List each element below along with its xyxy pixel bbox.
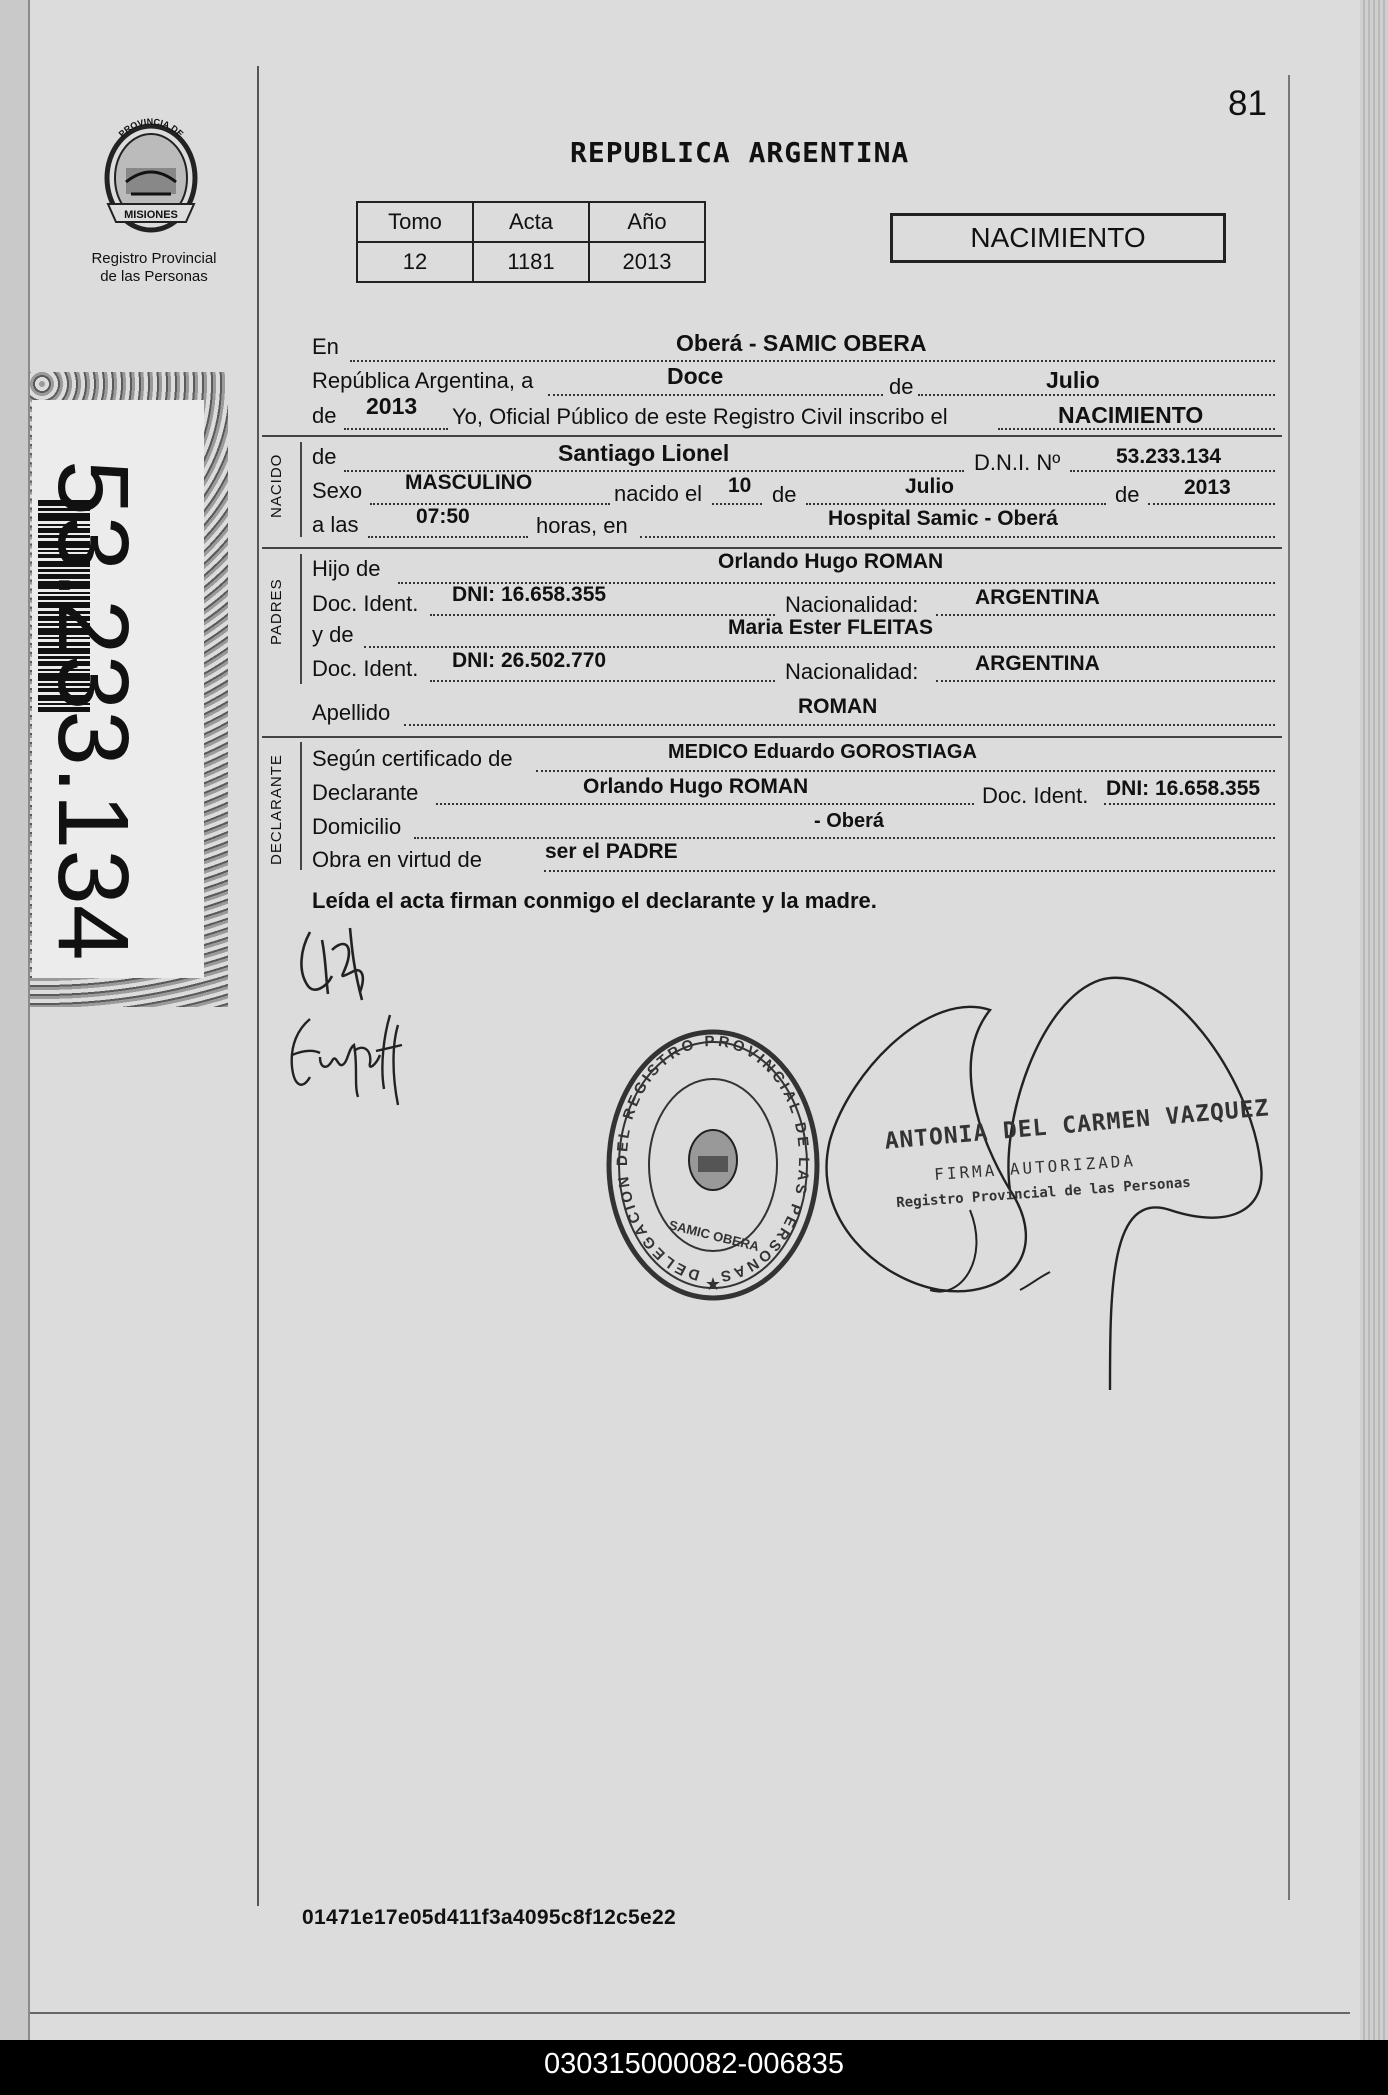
registry-table <box>356 201 706 283</box>
value-birth-day: 10 <box>728 474 752 497</box>
registry-label-line2: de las Personas <box>100 268 208 285</box>
line-month <box>918 394 1275 396</box>
stamp-firma-autorizada: FIRMA AUTORIZADA <box>933 1150 1137 1185</box>
acta-value: 1181 <box>473 242 589 282</box>
value-obra: ser el PADRE <box>545 840 678 863</box>
line-day <box>548 394 883 396</box>
stamp-registry: Registro Provincial de las Personas <box>895 1174 1192 1212</box>
line-father-nat <box>936 614 1275 616</box>
value-birth-month: Julio <box>905 475 955 498</box>
line-birth-year <box>1148 503 1275 505</box>
bottom-rule <box>30 2012 1350 2014</box>
delegacion-round-seal <box>606 1028 820 1302</box>
authorized-signature-stamp <box>876 1095 1271 1212</box>
svg-text:DELEGACION DEL REGISTRO PROVIN: DELEGACION DEL REGISTRO PROVINCIAL DE LAS PERSONAS <box>614 1032 813 1286</box>
divider-nacido-top <box>262 435 1282 437</box>
line-father-doc <box>430 614 775 616</box>
line-time <box>368 536 528 538</box>
value-birth-place: Hospital Samic - Oberá <box>828 507 1058 530</box>
value-apellido: ROMAN <box>798 695 878 718</box>
line-mother <box>364 646 1275 648</box>
label-republica: República Argentina, a <box>312 368 534 393</box>
label-hijo-de: Hijo de <box>312 556 381 581</box>
label-de-month: de <box>889 374 914 399</box>
header-tomo: Tomo <box>357 202 473 242</box>
label-obra: Obra en virtud de <box>312 847 482 872</box>
value-en: Oberá - SAMIC OBERA <box>676 330 927 356</box>
section-label-padres: PADRES <box>268 578 285 645</box>
label-mother-nat: Nacionalidad: <box>785 659 919 684</box>
section-bar-padres <box>300 554 302 684</box>
line-birth-month <box>806 503 1106 505</box>
section-label-nacido: NACIDO <box>268 453 285 518</box>
label-de-name: de <box>312 444 337 469</box>
margin-rule <box>257 66 259 1906</box>
line-domicilio <box>414 837 1275 839</box>
document-hash: 01471e17e05d411f3a4095c8f12c5e22 <box>302 1906 676 1929</box>
line-obra <box>544 870 1275 872</box>
scan-id: 030315000082-006835 <box>544 2048 844 2080</box>
value-mother-name: Maria Ester FLEITAS <box>728 616 933 639</box>
document-title: REPUBLICA ARGENTINA <box>570 136 910 169</box>
line-certificado <box>536 770 1275 772</box>
value-year: 2013 <box>366 393 418 419</box>
value-father-name: Orlando Hugo ROMAN <box>718 550 944 573</box>
line-declarante <box>436 803 974 805</box>
section-label-declarante: DECLARANTE <box>268 754 285 865</box>
divider-padres-top <box>262 547 1282 549</box>
label-father-doc: Doc. Ident. <box>312 591 419 616</box>
value-child-name: Santiago Lionel <box>558 440 730 466</box>
misiones-coat-of-arms-logo <box>96 112 206 244</box>
label-de-year: de <box>312 403 337 428</box>
value-certificado: MEDICO Eduardo GOROSTIAGA <box>668 741 977 763</box>
value-mother-doc: DNI: 26.502.770 <box>452 649 607 672</box>
label-sexo: Sexo <box>312 478 363 503</box>
page-stack-edge <box>1360 0 1388 2040</box>
label-en: En <box>312 334 339 359</box>
label-certificado: Según certificado de <box>312 746 513 771</box>
svg-text:MISIONES: MISIONES <box>124 209 178 221</box>
value-father-doc: DNI: 16.658.355 <box>452 583 607 606</box>
value-birth-year: 2013 <box>1184 476 1231 499</box>
value-domicilio: - Oberá <box>814 810 885 832</box>
label-domicilio: Domicilio <box>312 814 402 839</box>
label-dni: D.N.I. Nº <box>974 450 1061 475</box>
label-de-birth-month: de <box>772 482 797 507</box>
document-type-box: NACIMIENTO <box>890 213 1226 263</box>
line-year <box>344 428 448 430</box>
line-declarante-doc <box>1104 803 1275 805</box>
label-nacido-el: nacido el <box>614 481 703 506</box>
value-month: Julio <box>1046 367 1100 393</box>
registry-label <box>64 250 244 286</box>
svg-text:PROVINCIA DE: PROVINCIA DE <box>116 116 186 140</box>
stamp-officer-name: ANTONIA DEL CARMEN VAZQUEZ <box>883 1095 1271 1155</box>
line-birth-day <box>712 503 762 505</box>
line-mother-doc <box>430 680 775 682</box>
section-bar-nacido <box>300 442 302 537</box>
declarant-signature <box>280 1005 420 1110</box>
header-anio: Año <box>589 202 705 242</box>
value-day: Doce <box>667 363 724 389</box>
line-birth-place <box>640 536 1275 538</box>
header-acta: Acta <box>473 202 589 242</box>
tomo-value: 12 <box>357 242 473 282</box>
label-apellido: Apellido <box>312 700 391 725</box>
value-child-dni: 53.233.134 <box>1116 445 1222 468</box>
label-father-nat: Nacionalidad: <box>785 592 919 617</box>
page-left-edge <box>0 0 30 2040</box>
right-margin-rule <box>1288 75 1290 1900</box>
value-declarante-doc: DNI: 16.658.355 <box>1106 777 1261 800</box>
svg-text:SAMIC OBERA: SAMIC OBERA <box>667 1217 761 1255</box>
official-signature <box>292 910 392 1010</box>
label-declarante-doc: Doc. Ident. <box>982 783 1089 808</box>
label-horas-en: horas, en <box>536 513 628 538</box>
value-declarante: Orlando Hugo ROMAN <box>583 775 809 798</box>
svg-text:★: ★ <box>704 1274 722 1294</box>
value-sexo: MASCULINO <box>405 471 533 494</box>
value-birth-time: 07:50 <box>416 505 470 528</box>
label-y-de: y de <box>312 622 354 647</box>
line-en <box>350 360 1275 362</box>
anio-value: 2013 <box>589 242 705 282</box>
page-number: 81 <box>1228 84 1267 123</box>
line-sexo <box>370 503 610 505</box>
closing-statement: Leída el acta firman conmigo el declarante y la madre. <box>312 888 877 913</box>
label-a-las: a las <box>312 512 359 537</box>
line-dni <box>1070 470 1275 472</box>
label-declarante: Declarante <box>312 780 419 805</box>
oficial-text: Yo, Oficial Público de este Registro Civil inscribo el <box>452 404 948 429</box>
side-id-number: 53.233.134 <box>37 460 149 961</box>
label-mother-doc: Doc. Ident. <box>312 656 419 681</box>
label-de-birth-year: de <box>1115 482 1140 507</box>
divider-declarante-top <box>262 736 1282 738</box>
line-apellido <box>404 724 1275 726</box>
value-inscribo: NACIMIENTO <box>1058 402 1204 428</box>
value-mother-nat: ARGENTINA <box>975 652 1100 675</box>
line-mother-nat <box>936 680 1275 682</box>
value-father-nat: ARGENTINA <box>975 586 1100 609</box>
section-bar-declarante <box>300 742 302 870</box>
registry-label-line1: Registro Provincial <box>91 250 217 267</box>
